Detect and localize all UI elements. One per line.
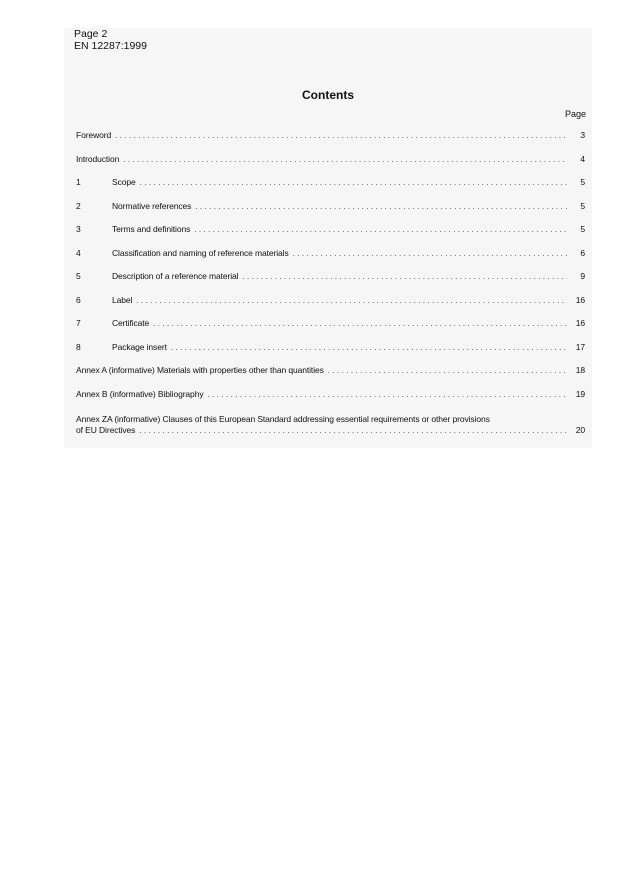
toc-entry-label: Annex A (informative) Materials with properties other than quantities <box>76 365 324 375</box>
leader-dots <box>136 296 567 305</box>
page-header <box>74 28 147 52</box>
page-number: Page 2 <box>74 28 108 40</box>
toc-entry-number: 8 <box>76 341 81 352</box>
toc-entry-scope[interactable] <box>76 177 585 201</box>
toc-entry-description[interactable] <box>76 271 585 295</box>
leader-dots <box>123 155 567 164</box>
toc-entry-page: 18 <box>575 365 585 375</box>
leader-dots <box>242 272 567 281</box>
toc-entry-certificate[interactable] <box>76 318 585 342</box>
toc-entry-foreword[interactable] <box>76 130 585 154</box>
leader-dots <box>115 131 567 140</box>
leader-dots <box>171 343 567 352</box>
leader-dots <box>139 425 567 436</box>
toc-entry-page: 16 <box>575 318 585 328</box>
toc-entry-page: 19 <box>575 388 585 399</box>
page-column-label: Page <box>564 109 586 119</box>
toc-entry-label: Foreword <box>76 130 112 140</box>
toc-entry-number: 3 <box>76 224 81 234</box>
toc-entry-annex-a[interactable] <box>76 365 585 389</box>
toc-entry-number: 6 <box>76 294 81 305</box>
toc-entry-label: Normative references <box>112 200 192 211</box>
toc-entry-annex-b[interactable] <box>76 389 585 413</box>
toc-entry-label: Terms and definitions <box>112 224 191 234</box>
toc-entry-label: Annex ZA (informative) Clauses of this European Standard addressing essential requirements or other provisions <box>76 414 490 424</box>
toc-entry-number: 5 <box>76 271 81 281</box>
toc-entry-label-continued: of EU Directives <box>76 425 136 435</box>
toc-entry-page: 20 <box>575 425 585 435</box>
toc-entry-number: 7 <box>76 318 81 328</box>
toc-entry-page: 17 <box>575 341 585 352</box>
toc-entry-label: Classification and naming of reference materials <box>112 247 289 258</box>
toc-entry-label: Package insert <box>112 341 167 352</box>
leader-dots <box>194 225 567 234</box>
toc-entry-label: Label <box>112 294 133 305</box>
leader-dots <box>140 178 567 187</box>
toc-entry-package-insert[interactable] <box>76 342 585 366</box>
toc-entry-label: Introduction <box>76 153 120 164</box>
toc-entry-label: Certificate <box>112 318 150 328</box>
toc-entry-terms-and-definitions[interactable] <box>76 224 585 248</box>
leader-dots <box>195 202 567 211</box>
leader-dots <box>328 366 567 375</box>
toc-entry-page: 4 <box>580 153 585 164</box>
toc-entry-number: 1 <box>76 177 81 187</box>
contents-title: Contents <box>302 88 354 102</box>
toc-entry-page: 5 <box>580 200 585 211</box>
toc-entry-number: 4 <box>76 247 81 258</box>
toc-entry-label: Scope <box>112 177 136 187</box>
toc-entry-normative-references[interactable] <box>76 201 585 225</box>
standard-id: EN 12287:1999 <box>74 40 147 52</box>
table-of-contents <box>76 130 585 436</box>
toc-entry-annex-za[interactable] <box>76 412 585 436</box>
toc-entry-page: 9 <box>580 271 585 281</box>
toc-entry-page: 5 <box>580 224 585 234</box>
toc-entry-page: 5 <box>580 177 585 187</box>
toc-entry-page: 6 <box>580 247 585 258</box>
toc-entry-label-section[interactable] <box>76 295 585 319</box>
toc-entry-introduction[interactable] <box>76 154 585 178</box>
toc-entry-label: Description of a reference material <box>112 271 239 281</box>
leader-dots <box>153 319 567 328</box>
toc-entry-page: 3 <box>580 130 585 140</box>
toc-entry-label: Annex B (informative) Bibliography <box>76 388 204 399</box>
toc-entry-page: 16 <box>575 294 585 305</box>
toc-entry-number: 2 <box>76 200 81 211</box>
toc-entry-classification[interactable] <box>76 248 585 272</box>
leader-dots <box>293 249 567 258</box>
leader-dots <box>207 390 567 399</box>
